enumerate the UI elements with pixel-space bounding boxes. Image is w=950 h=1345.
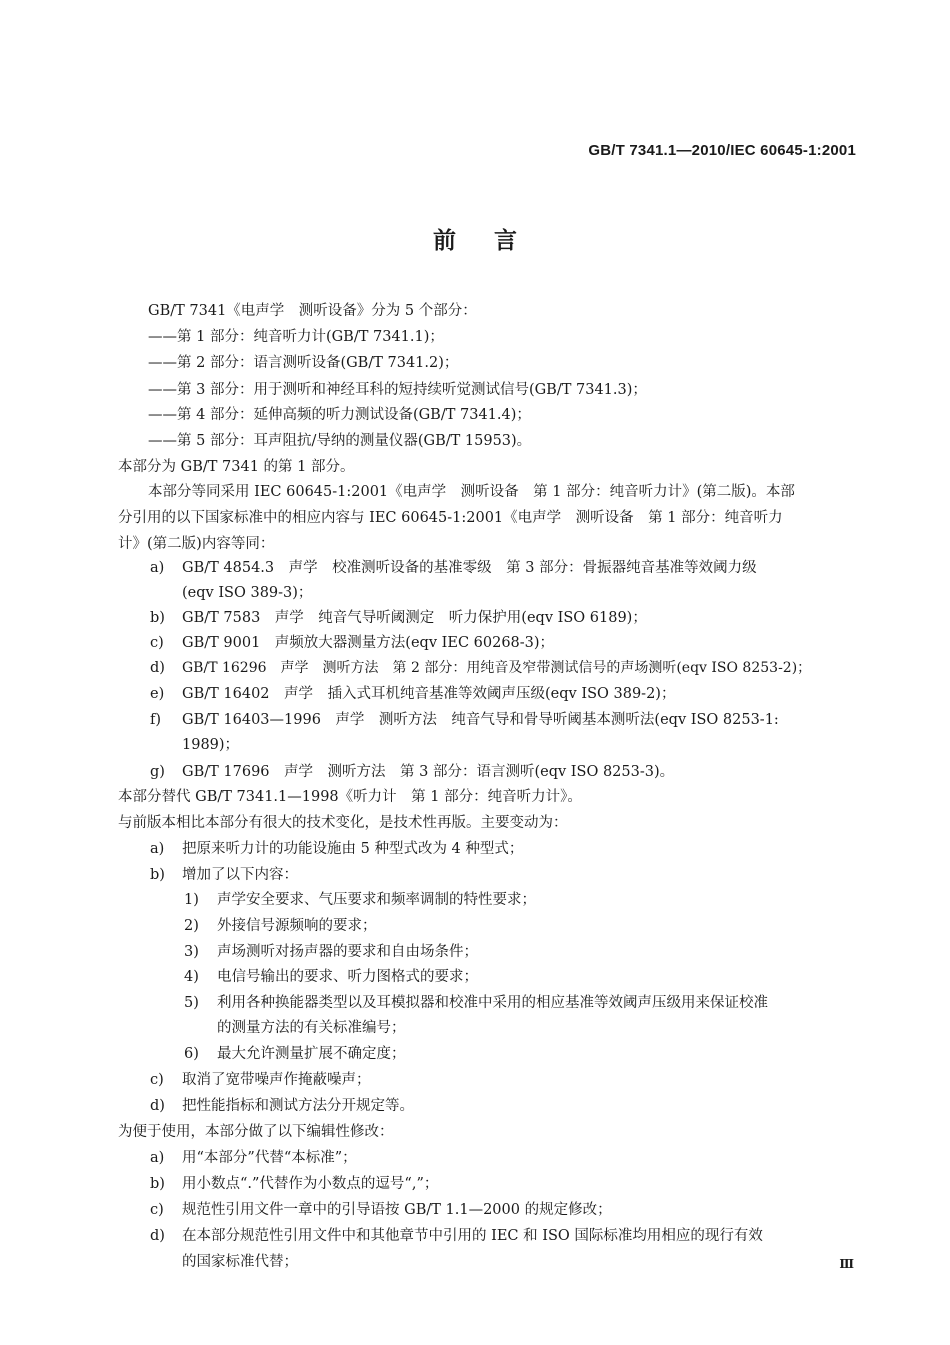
ref-item-text: GB/T 16402 声学 插入式耳机纯音基准等效阈声压级(eqv ISO 389-2)； — [182, 686, 676, 702]
editorial-item-mark: b) — [150, 1176, 165, 1192]
editorial-item-text: 的国家标准代替； — [182, 1254, 298, 1270]
change-item-mark: d) — [150, 1098, 165, 1114]
equivalence-line: 分引用的以下国家标准中的相应内容与 IEC 60645-1:2001《电声学 测听设备 第 1 部分：纯音听力 — [118, 510, 783, 526]
ref-item-text: (eqv ISO 389-3)； — [182, 585, 313, 601]
replaces-text: 本部分替代 GB/T 7341.1—1998《听力计 第 1 部分：纯音听力计》。 — [118, 789, 582, 805]
ref-item-mark: f) — [150, 712, 162, 728]
addition-item-text: 的测量方法的有关标准编号； — [217, 1020, 406, 1036]
part-item: ——第 2 部分：语言测听设备(GB/T 7341.2)； — [148, 355, 459, 371]
ref-item-mark: e) — [150, 686, 165, 702]
addition-item-text: 利用各种换能器类型以及耳模拟器和校准中采用的相应基准等效阈声压级用来保证校准 — [217, 995, 768, 1011]
editorial-item-text: 用小数点“.”代替作为小数点的逗号“,”； — [182, 1176, 439, 1192]
change-item-mark: a) — [150, 841, 165, 857]
equivalence-line: 本部分等同采用 IEC 60645-1:2001《电声学 测听设备 第 1 部分：纯音听力计》(第二版)。本部 — [148, 484, 795, 500]
change-item-text: 增加了以下内容： — [182, 867, 298, 883]
addition-item-text: 电信号输出的要求、听力图格式的要求； — [217, 969, 478, 985]
editorial-item-text: 用“本部分”代替“本标准”； — [182, 1150, 357, 1166]
editorial-item-mark: d) — [150, 1228, 165, 1244]
ref-item-mark: c) — [150, 635, 164, 651]
standard-code: GB/T 7341.1—2010/IEC 60645-1:2001 — [588, 142, 856, 159]
ref-item-text: 1989)； — [182, 737, 240, 753]
part-item: ——第 5 部分：耳声阻抗/导纳的测量仪器(GB/T 15953)。 — [148, 433, 532, 449]
editorial-item-mark: c) — [150, 1202, 164, 1218]
part-item: ——第 3 部分：用于测听和神经耳科的短持续听觉测试信号(GB/T 7341.3)； — [148, 382, 647, 398]
editorial-item-text: 在本部分规范性引用文件中和其他章节中引用的 IEC 和 ISO 国际标准均用相应的现行有效 — [182, 1228, 763, 1244]
addition-item-mark: 5) — [184, 995, 199, 1011]
ref-item-mark: b) — [150, 610, 165, 626]
editorial-item-mark: a) — [150, 1150, 165, 1166]
ref-item-text: GB/T 7583 声学 纯音气导听阈测定 听力保护用(eqv ISO 6189)； — [182, 610, 647, 626]
addition-item-mark: 6) — [184, 1046, 199, 1062]
intro-text: GB/T 7341《电声学 测听设备》分为 5 个部分： — [148, 303, 477, 319]
ref-item-mark: g) — [150, 764, 165, 780]
ref-item-text: GB/T 16296 声学 测听方法 第 2 部分：用纯音及窄带测试信号的声场测听(eqv ISO 8253-2)； — [182, 660, 812, 676]
equivalence-line: 计》(第二版)内容等同： — [118, 536, 275, 552]
addition-item-mark: 1) — [184, 892, 199, 908]
change-item-text: 把性能指标和测试方法分开规定等。 — [182, 1098, 414, 1114]
editorial-item-text: 规范性引用文件一章中的引导语按 GB/T 1.1—2000 的规定修改； — [182, 1202, 612, 1218]
change-item-mark: b) — [150, 867, 165, 883]
change-item-mark: c) — [150, 1072, 164, 1088]
ref-item-text: GB/T 9001 声频放大器测量方法(eqv IEC 60268-3)； — [182, 635, 555, 651]
addition-item-mark: 4) — [184, 969, 199, 985]
ref-item-text: GB/T 16403—1996 声学 测听方法 纯音气导和骨导听阈基本测听法(eqv ISO 8253-1: — [182, 712, 779, 728]
addition-item-text: 声学安全要求、气压要求和频率调制的特性要求； — [217, 892, 536, 908]
addition-item-mark: 3) — [184, 944, 199, 960]
ref-item-mark: a) — [150, 560, 165, 576]
ref-item-text: GB/T 4854.3 声学 校准测听设备的基准零级 第 3 部分：骨振器纯音基准等效阈力级 — [182, 560, 757, 576]
addition-item-mark: 2) — [184, 918, 199, 934]
page-title: 前言 — [433, 228, 555, 254]
addition-item-text: 外接信号源频响的要求； — [217, 918, 377, 934]
addition-item-text: 声场测听对扬声器的要求和自由场条件； — [217, 944, 478, 960]
addition-item-text: 最大允许测量扩展不确定度； — [217, 1046, 406, 1062]
ref-item-mark: d) — [150, 660, 165, 676]
change-item-text: 取消了宽带噪声作掩蔽噪声； — [182, 1072, 371, 1088]
this-part-text: 本部分为 GB/T 7341 的第 1 部分。 — [118, 459, 355, 475]
change-item-text: 把原来听力计的功能设施由 5 种型式改为 4 种型式； — [182, 841, 524, 857]
part-item: ——第 1 部分：纯音听力计(GB/T 7341.1)； — [148, 329, 444, 345]
page-number: Ⅲ — [839, 1257, 854, 1271]
ref-item-text: GB/T 17696 声学 测听方法 第 3 部分：语言测听(eqv ISO 8253-3)。 — [182, 764, 675, 780]
changes-intro: 与前版本相比本部分有很大的技术变化，是技术性再版。主要变动为： — [118, 815, 568, 831]
editorial-intro: 为便于使用，本部分做了以下编辑性修改： — [118, 1124, 394, 1140]
part-item: ——第 4 部分：延伸高频的听力测试设备(GB/T 7341.4)； — [148, 407, 531, 423]
